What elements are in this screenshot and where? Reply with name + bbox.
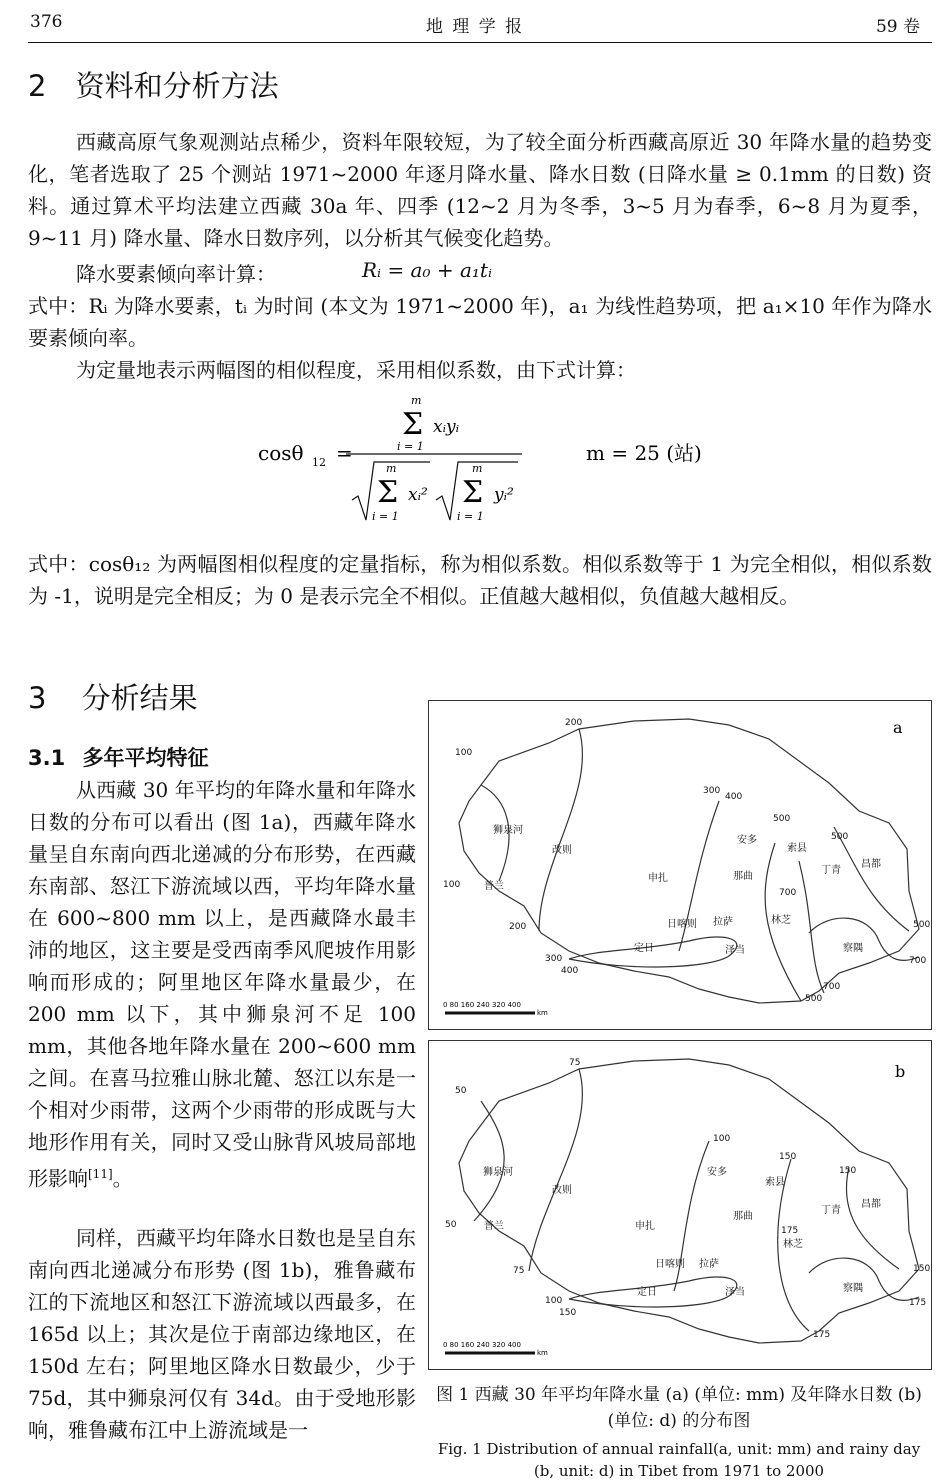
numerator-terms: xᵢyᵢ [433, 417, 460, 437]
svg-text:i = 1: i = 1 [372, 510, 399, 523]
tibet-outline [459, 1059, 919, 1343]
svg-text:狮泉河: 狮泉河 [493, 825, 523, 836]
svg-text:100: 100 [545, 1296, 563, 1306]
svg-text:m: m [386, 462, 397, 475]
svg-text:那曲: 那曲 [733, 871, 753, 882]
svg-text:100: 100 [443, 880, 461, 890]
sum-upper: m [411, 394, 422, 407]
svg-text:700: 700 [909, 956, 927, 966]
svg-text:申扎: 申扎 [648, 873, 668, 884]
svg-text:丁青: 丁青 [821, 1205, 841, 1216]
svg-text:日喀则: 日喀则 [667, 919, 697, 930]
svg-text:狮泉河: 狮泉河 [483, 1167, 513, 1178]
svg-text:500: 500 [773, 814, 791, 824]
svg-text:改则: 改则 [552, 845, 572, 856]
trend-label: 降水要素倾向率计算： [76, 262, 276, 286]
svg-text:昌都: 昌都 [861, 1199, 881, 1210]
section-3-heading [28, 676, 198, 717]
paragraph: 式中：cosθ₁₂ 为两幅图相似程度的定量指标，称为相似系数。相似系数等于 1 为完全相似，相似系数为 -1，说明是完全相反；为 0 是表示完全不相似。正值越大越相似，负值越大越相反。 [28, 552, 932, 608]
svg-text:定日: 定日 [634, 943, 654, 954]
contour-line [846, 1167, 899, 1269]
svg-text:拉萨: 拉萨 [699, 1259, 719, 1270]
svg-text:xᵢ²: xᵢ² [408, 485, 428, 505]
panel-letter: b [895, 1062, 906, 1081]
svg-text:Σ: Σ [377, 475, 399, 510]
m-note: m = 25 (站) [586, 441, 702, 465]
contour-line [809, 1258, 919, 1300]
page-number: 376 [30, 12, 63, 32]
trend-formula: Rᵢ = a₀ + a₁tᵢ [362, 258, 492, 282]
contour-line [474, 1101, 504, 1221]
svg-text:定日: 定日 [637, 1287, 657, 1298]
scale-label: 0 80 160 240 320 400 [443, 1001, 521, 1009]
svg-text:安多: 安多 [707, 1167, 727, 1178]
volume-label: 59 卷 [875, 17, 920, 37]
contour-line [809, 918, 919, 960]
svg-text:175: 175 [909, 1298, 927, 1308]
svg-text:那曲: 那曲 [733, 1211, 753, 1222]
svg-text:普兰: 普兰 [484, 881, 504, 892]
section-number: 2 [28, 69, 47, 103]
section-2-heading [28, 64, 279, 105]
contour-line [799, 861, 824, 993]
svg-text:丁青: 丁青 [821, 865, 841, 876]
tibet-outline [459, 719, 919, 1003]
svg-text:林芝: 林芝 [783, 1239, 803, 1250]
svg-text:150: 150 [779, 1152, 797, 1162]
svg-text:200: 200 [565, 718, 583, 728]
svg-text:100: 100 [713, 1134, 731, 1144]
svg-text:普兰: 普兰 [484, 1221, 504, 1232]
svg-text:500: 500 [805, 994, 823, 1004]
scale-label: 0 80 160 240 320 400 [443, 1341, 521, 1349]
sum-lower: i = 1 [397, 440, 424, 453]
sum-sign: Σ [402, 407, 424, 442]
subsection-title: 多年平均特征 [82, 746, 209, 770]
svg-text:75: 75 [569, 1058, 581, 1068]
svg-text:泽当: 泽当 [725, 945, 745, 956]
svg-text:75: 75 [513, 1266, 525, 1276]
svg-text:索县: 索县 [765, 1177, 785, 1188]
contour-line [539, 729, 582, 931]
section-number: 3 [28, 681, 47, 715]
contour-line [834, 827, 909, 931]
rainy-day-map [429, 1041, 931, 1369]
svg-text:泽当: 泽当 [725, 1287, 745, 1298]
svg-text:索县: 索县 [787, 843, 807, 854]
svg-text:500: 500 [913, 920, 931, 930]
svg-text:yᵢ²: yᵢ² [494, 485, 514, 505]
formula-lhs: cosθ [258, 441, 304, 465]
svg-text:50: 50 [445, 1220, 457, 1230]
svg-text:日喀则: 日喀则 [655, 1259, 685, 1270]
figure-caption-en: Fig. 1 Distribution of annual rainfall(a, unit: mm) and rainy day (b, unit: d) in Tibet from 1971 to 2000 [437, 1440, 921, 1480]
map-panel-b [428, 1040, 932, 1370]
svg-text:150: 150 [559, 1308, 577, 1318]
section-title: 分析结果 [81, 681, 198, 715]
svg-text:Σ: Σ [462, 475, 484, 510]
svg-text:700: 700 [823, 982, 841, 992]
formula-lhs-sub: 12 [312, 456, 326, 469]
svg-text:昌都: 昌都 [861, 859, 881, 870]
svg-text:改则: 改则 [552, 1185, 572, 1196]
svg-text:林芝: 林芝 [771, 915, 791, 926]
svg-text:m: m [472, 462, 483, 475]
svg-text:150: 150 [839, 1166, 857, 1176]
paragraph: 式中：Rᵢ 为降水要素，tᵢ 为时间 (本文为 1971~2000 年)，a₁ 为线性趋势项，把 a₁×10 年作为降水要素倾向率。 [28, 294, 932, 350]
formula-equals: = [336, 441, 353, 465]
paragraph: 西藏高原气象观测站点稀少，资料年限较短，为了较全面分析西藏高原近 30 年降水量的趋势变化，笔者选取了 25 个测站 1971~2000 年逐月降水量、降水日数 (日降水量 ≥ 0.1mm 的日数) 资料。通过算术平均法建立西藏 30a 年、四季 (12~2 月为冬季，3~5 月为春季，6~8 月为夏季，9~11 月) 降水量、降水日数序列，以分析其气候变化趋势。 [28, 130, 932, 250]
svg-text:察隅: 察隅 [843, 1283, 863, 1294]
svg-text:175: 175 [813, 1330, 831, 1340]
svg-text:500: 500 [831, 832, 849, 842]
svg-text:175: 175 [781, 1226, 799, 1236]
svg-text:700: 700 [779, 888, 797, 898]
subsection-number: 3.1 [28, 746, 66, 770]
svg-text:申扎: 申扎 [635, 1221, 655, 1232]
reference: [11] [88, 1167, 113, 1181]
svg-text:400: 400 [725, 792, 743, 802]
panel-letter: a [893, 718, 903, 737]
scale-unit: km [537, 1009, 548, 1017]
map-panel-a [428, 700, 932, 1030]
paragraph: 同样，西藏平均年降水日数也是呈自东南向西北递减分布形势 (图 1b)，雅鲁藏布江的下流地区和怒江下游流域以西最多，在 165d 以上；其次是位于南部边缘地区，在 150d 左右；阿里地区降水日数最少，少于 75d，其中狮泉河仅有 34d。由于受地形影响，雅鲁藏布江中上游流域是一 [28, 1226, 416, 1442]
svg-text:安多: 安多 [737, 835, 757, 846]
svg-text:150: 150 [913, 1264, 931, 1274]
svg-text:300: 300 [703, 786, 721, 796]
svg-text:300: 300 [545, 954, 563, 964]
paragraph: 为定量地表示两幅图的相似程度，采用相似系数，由下式计算： [76, 358, 636, 382]
similarity-formula [250, 388, 750, 528]
svg-text:察隅: 察隅 [843, 943, 863, 954]
contour-line [529, 1069, 582, 1271]
figure-caption-cn: 图 1 西藏 30 年平均年降水量 (a) (单位: mm) 及年降水日数 (b) (单位: d) 的分布图 [436, 1385, 922, 1431]
subsection-heading [28, 742, 209, 772]
svg-text:拉萨: 拉萨 [713, 917, 733, 928]
rainfall-map [429, 701, 931, 1029]
svg-text:100: 100 [455, 748, 473, 758]
svg-text:50: 50 [455, 1086, 467, 1096]
section-title: 资料和分析方法 [75, 69, 279, 103]
header-rule [28, 42, 932, 43]
svg-text:i = 1: i = 1 [457, 510, 484, 523]
svg-text:200: 200 [509, 922, 527, 932]
svg-text:400: 400 [561, 966, 579, 976]
journal-title: 地 理 学 报 [425, 17, 525, 37]
paragraph: 从西藏 30 年平均的年降水量和年降水日数的分布可以看出 (图 1a)，西藏年降水量呈自东南向西北递减的分布形势，在西藏东南部、怒江下游流域以西，平均年降水量在 600~800 mm 以上，是西藏降水最丰沛的地区，这主要是受西南季风爬坡作用影响而形成的；阿里地区年降水量最少，在 200 mm 以下，其中狮泉河不足 100 mm，其他各地年降水量在 200~600 mm 之间。在喜马拉雅山脉北麓、怒江以东是一个相对少雨带，这两个少雨带的形成既与大地形作用有关，同时又受山脉背风坡局部地形影响[11]。 [28, 778, 416, 1191]
scale-unit: km [537, 1349, 548, 1357]
